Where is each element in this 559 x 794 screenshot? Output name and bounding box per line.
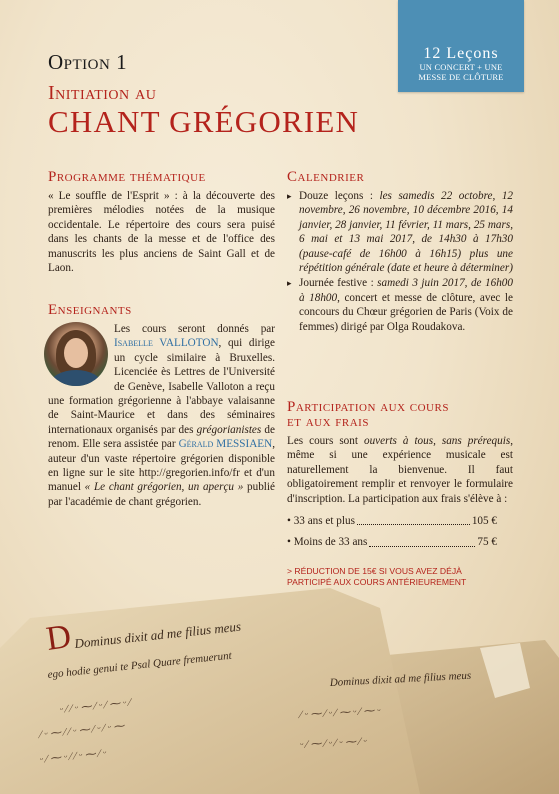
manuscript-line-3: ego hodie genui te Psal Quare fremuerunt xyxy=(47,649,233,681)
participation-heading-2: et aux frais xyxy=(287,414,369,430)
price-row: • 33 ans et plus 105 € xyxy=(287,515,497,528)
participation-section xyxy=(287,400,513,588)
enseignants-text: Les cours seront donnés par Isabelle VALLOTON, qui dirige un cycle similaire à Bruxelles. Licenciée ès Lettres de l'Université de Genève, Isabelle Valloton a reçu une formation grégorienne à l'abbaye valaisanne de Saint-Maurice et dans des séminaires internationaux organisés par des grégorianistes de renom. Elle sera assistée par Gérald MESSIAEN, auteur d'un vaste répertoire grégorien disponible en ligne sur le site http://gregorien.info/fr et d'un manuel « Le chant grégorien, un aperçu » publié par l'académie de chant grégorien. xyxy=(48,322,275,509)
participation-heading-1: Participation aux cours xyxy=(287,399,449,415)
programme-section xyxy=(48,170,275,275)
svg-text:ᵕ ⁄ ⁓ ⁄ ᵕ ⁄ ᵕ ⁓ ⁄ ᵕ: ᵕ ⁄ ⁓ ⁄ ᵕ ⁄ ᵕ ⁓ ⁄ ᵕ xyxy=(299,735,367,751)
calendrier-heading: Calendrier xyxy=(287,169,365,185)
svg-text:⁄ ᵕ ⁓ ⁄ ᵕ ⁄ ⁓ ᵕ ⁄ ⁓ ᵕ: ⁄ ᵕ ⁓ ⁄ ᵕ ⁄ ⁓ ᵕ ⁄ ⁓ ᵕ xyxy=(299,704,381,721)
badge-line2: MESSE DE CLÔTURE xyxy=(418,72,504,82)
manuscript-illustration xyxy=(0,588,559,794)
teacher-name-1: Isabelle VALLOTON xyxy=(114,337,219,350)
lessons-badge xyxy=(398,0,524,92)
participation-text: Les cours sont ouverts à tous, sans prérequis, même si une expérience musicale est naturellement la bienvenue. Il faut obligatoirement remplir et renvoyer le formulaire d'inscription. La participation aux frais s'élève à : xyxy=(287,435,513,505)
badge-title: 12 Leçons xyxy=(423,45,499,62)
page-subtitle: Initiation au xyxy=(48,82,157,104)
calendrier-item-lessons: ▸ Douze leçons : les samedis 22 octobre, 12 novembre, 26 novembre, 10 décembre 2016, 14 janvier, 28 janvier, 11 février, 11 mars, 25 mars, 6 mai et 13 mai 2017, de 14h30 à 17h30 (pause-café de 16h00 à 16h15) plus une répétition générale (date et heure à déterminer) xyxy=(287,190,514,275)
programme-heading: Programme thématique xyxy=(48,169,206,185)
price-list xyxy=(287,514,497,550)
teacher-name-2: Gérald MESSIAEN xyxy=(178,438,273,451)
manuscript-line-2: Dominus dixit ad me filius meus xyxy=(329,669,472,689)
reduction-note: > RÉDUCTION DE 15€ SI VOUS AVEZ DÉJÀ PARTICIPÉ AUX COURS ANTÉRIEUREMENT xyxy=(287,565,467,587)
manuscript-line-1: Dominus dixit ad me filius meus xyxy=(73,618,242,651)
programme-text: « Le souffle de l'Esprit » : à la découverte des premières mélodies notées de la musique occidentale. Le répertoire des cours sera puisé dans les chants de la messe et de l'office des manuscrits les plus anciens de Saint Gall et de Laon. xyxy=(48,190,275,275)
svg-text:ᵕ ⁄ ⁓ ᵕ ⁄ ⁄ ᵕ ⁓ ⁄ ᵕ: ᵕ ⁄ ⁓ ᵕ ⁄ ⁄ ᵕ ⁓ ⁄ ᵕ xyxy=(39,747,107,766)
book-title: « Le chant grégorien, un aperçu » xyxy=(84,481,244,494)
svg-text:⁄ ᵕ ⁓ ⁄ ⁄ ᵕ ⁓ ⁄ ᵕ ⁄ ᵕ ⁓: ⁄ ᵕ ⁓ ⁄ ⁄ ᵕ ⁓ ⁄ ᵕ ⁄ ᵕ ⁓ xyxy=(39,720,125,741)
teacher-avatar xyxy=(44,322,108,386)
calendrier-section xyxy=(287,170,513,334)
enseignants-section xyxy=(48,303,275,509)
svg-text:ᵕ ⁄ ⁄ ᵕ ⁓ ⁄ ᵕ ⁄ ⁓ ᵕ ⁄: ᵕ ⁄ ⁄ ᵕ ⁓ ⁄ ᵕ ⁄ ⁓ ᵕ ⁄ xyxy=(59,696,132,716)
price-row: • Moins de 33 ans 75 € xyxy=(287,536,497,549)
svg-text:D: D xyxy=(43,617,74,658)
option-label: Option 1 xyxy=(48,50,128,74)
enseignants-heading: Enseignants xyxy=(48,302,132,318)
page-title: CHANT GRÉGORIEN xyxy=(48,104,360,139)
badge-line1: UN CONCERT + UNE xyxy=(419,62,503,72)
calendrier-item-festive: ▸ Journée festive : samedi 3 juin 2017, de 16h00 à 18h00, concert et messe de clôture, avec le concours du Chœur grégorien de Paris (Voix de femmes) dirigé par Olga Roudakova. xyxy=(287,277,513,333)
